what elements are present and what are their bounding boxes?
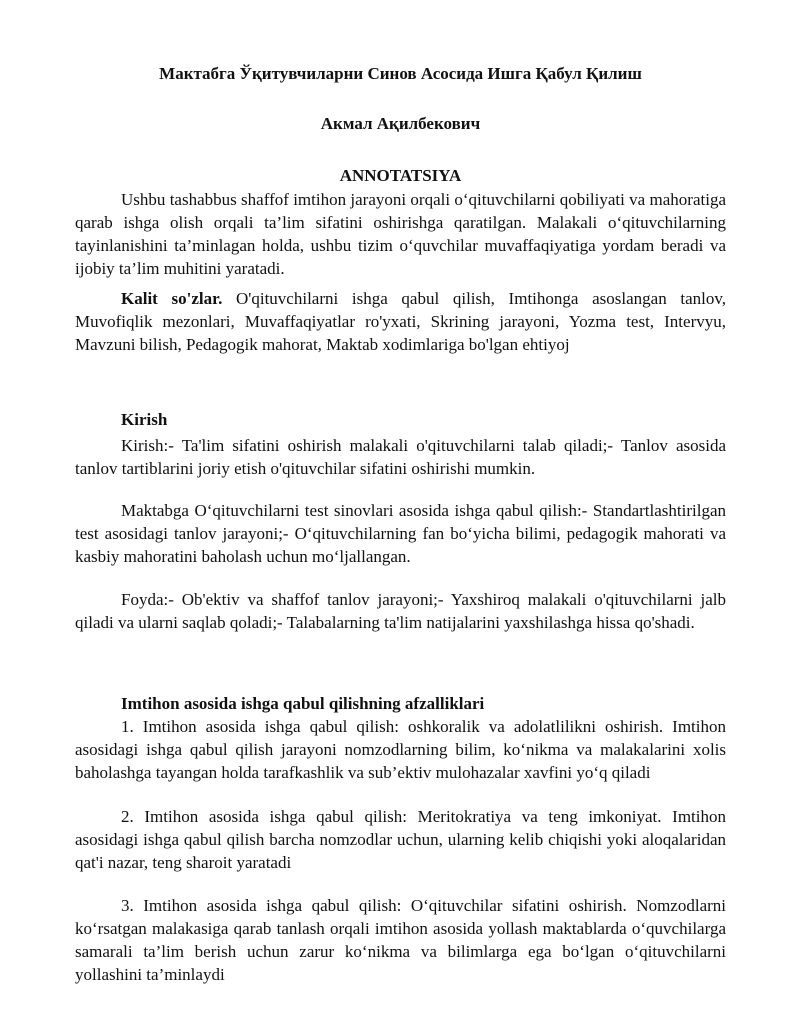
advantages-paragraph-3: 3. Imtihon asosida ishga qabul qilish: O‘qituvchilar sifatini oshirish. Nomzodlarni ko‘rsatgan malakasiga qarab tanlash orqali imtihon asosida yollash maktablarda o‘quvchilarga samarali ta’lim berish uchun zarur ko‘nikma va bilimlarga ega bo‘lgan o‘qituvchilarni yollashini ta’minlaydi bbox=[75, 896, 726, 984]
advantages-heading: Imtihon asosida ishga qabul qilishning afzalliklari bbox=[121, 694, 485, 713]
document-title: Мактабга Ўқитувчиларни Синов Асосида Ишга Қабул Қилиш bbox=[159, 64, 642, 83]
keywords-label: Kalit so'zlar. bbox=[121, 289, 223, 308]
keywords-paragraph bbox=[75, 287, 726, 356]
advantages-paragraph-2: 2. Imtihon asosida ishga qabul qilish: Meritokratiya va teng imkoniyat. Imtihon asosidagi ishga qabul qilish barcha nomzodlar uchun, ularning kelib chiqishi yoki aloqalaridan qat'i nazar, teng sharoit yaratadi bbox=[75, 807, 726, 872]
intro-paragraph-2: Maktabga O‘qituvchilarni test sinovlari asosida ishga qabul qilish:- Standartlashtirilgan test asosidagi tanlov jarayoni;- O‘qituvchilarning fan bo‘yicha bilimi, pedagogik mahorati va kasbiy mahoratini baholash uchun mo‘ljallangan. bbox=[75, 501, 726, 566]
intro-paragraph-3: Foyda:- Ob'ektiv va shaffof tanlov jarayoni;- Yaxshiroq malakali o'qituvchilarni jalb qiladi va ularni saqlab qoladi;- Talabalarning ta'lim natijalarini yaxshilashga hissa qo'shadi. bbox=[75, 590, 726, 632]
annotation-heading: ANNOTATSIYA bbox=[339, 166, 462, 185]
intro-heading: Kirish bbox=[121, 410, 168, 429]
annotation-paragraph: Ushbu tashabbus shaffof imtihon jarayoni orqali o‘qituvchilarni qobiliyati va mahoratiga qarab ishga olish orqali ta’lim sifatini oshirishga qaratilgan. Malakali o‘qituvchilarning tayinlanishini ta’minlagan holda, ushbu tizim o‘quvchilar muvaffaqiyatiga yordam beradi va ijobiy ta’lim muhitini yaratadi. bbox=[75, 190, 726, 278]
advantages-paragraph-1: 1. Imtihon asosida ishga qabul qilish: oshkoralik va adolatlilikni oshirish. Imtihon asosidagi ishga qabul qilish jarayoni nomzodlarning bilim, ko‘nikma va malakalarini xolis baholashga tayangan holda tarafkashlik va sub’ektiv mulohazalar xavfini yo‘q qiladi bbox=[75, 717, 726, 782]
author-name: Акмал Ақилбекович bbox=[320, 114, 481, 133]
intro-paragraph-1: Kirish:- Ta'lim sifatini oshirish malakali o'qituvchilarni talab qiladi;- Tanlov asosida tanlov tartiblarini joriy etish o'qituvchilar sifatini oshirishi mumkin. bbox=[75, 436, 726, 478]
keywords-text: O'qituvchilarni ishga qabul qilish, Imtihonga asoslangan tanlov, Muvofiqlik mezonlari, Muvaffaqiyatlar ro'yxati, Skrining jarayoni, Yozma test, Intervyu, Mavzuni bilish, Pedagogik mahorat, Maktab xodimlariga bo'lgan ehtiyoj bbox=[75, 289, 726, 354]
